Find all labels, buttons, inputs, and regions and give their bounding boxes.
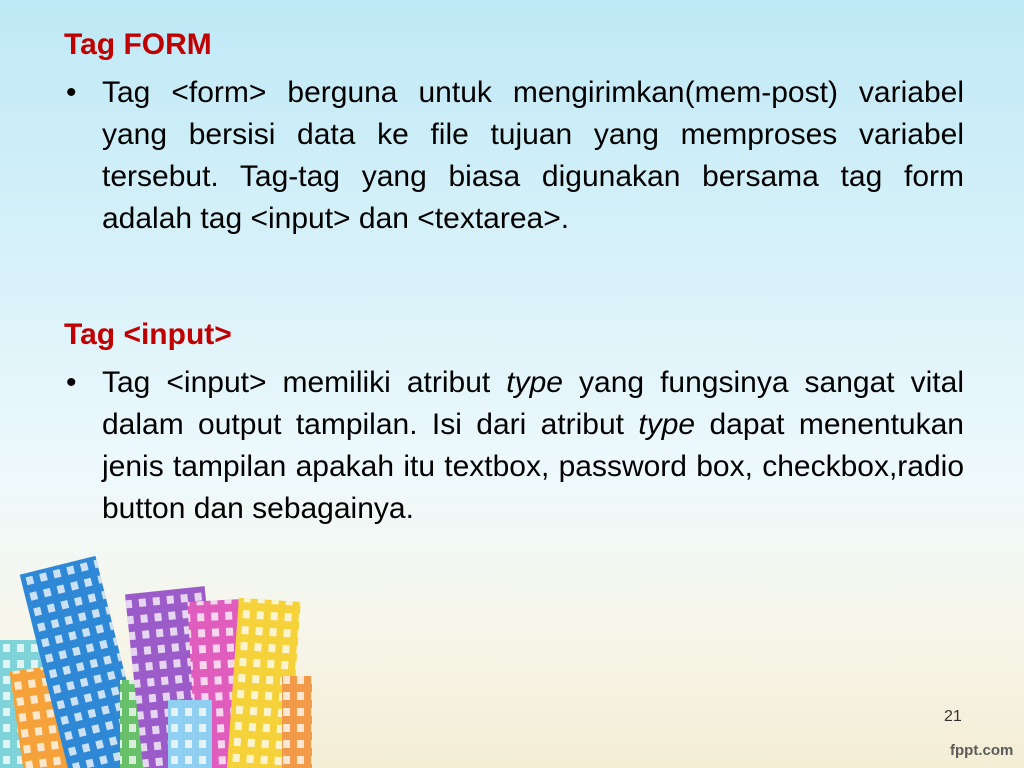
- bullet-text: Tag <form> berguna untuk mengirimkan(mem-post) variabel yang bersisi data ke file tujuan yang memproses variabel tersebut. Tag-tag yang biasa digunakan bersama tag form adalah tag <input> dan <textarea>.: [102, 76, 964, 235]
- bullet-text-part: dapat menentukan jenis tampilan apakah itu textbox, password box, checkbox,radio button dan sebagainya.: [102, 408, 964, 525]
- building-orange-small: [282, 676, 312, 768]
- bullet-text-part: yang fungsinya sangat vital dalam output tampilan. Isi dari atribut: [102, 366, 964, 441]
- heading-tag-input: Tag <input>: [64, 318, 232, 351]
- italic-term-type: type: [638, 408, 696, 441]
- bullet-text-part: Tag <input> memiliki atribut: [102, 366, 507, 399]
- bullet-dot: •: [66, 76, 77, 109]
- brand-label: fppt.com: [950, 742, 1014, 759]
- building-light-blue: [168, 700, 212, 768]
- bullet-dot: •: [66, 366, 77, 399]
- slide-content: [64, 24, 964, 530]
- page-number: 21: [944, 708, 962, 725]
- heading-tag-form: Tag FORM: [64, 28, 212, 61]
- bullet-tag-form: [64, 72, 964, 240]
- italic-term-type: type: [506, 366, 563, 399]
- bullet-tag-input: [64, 362, 964, 530]
